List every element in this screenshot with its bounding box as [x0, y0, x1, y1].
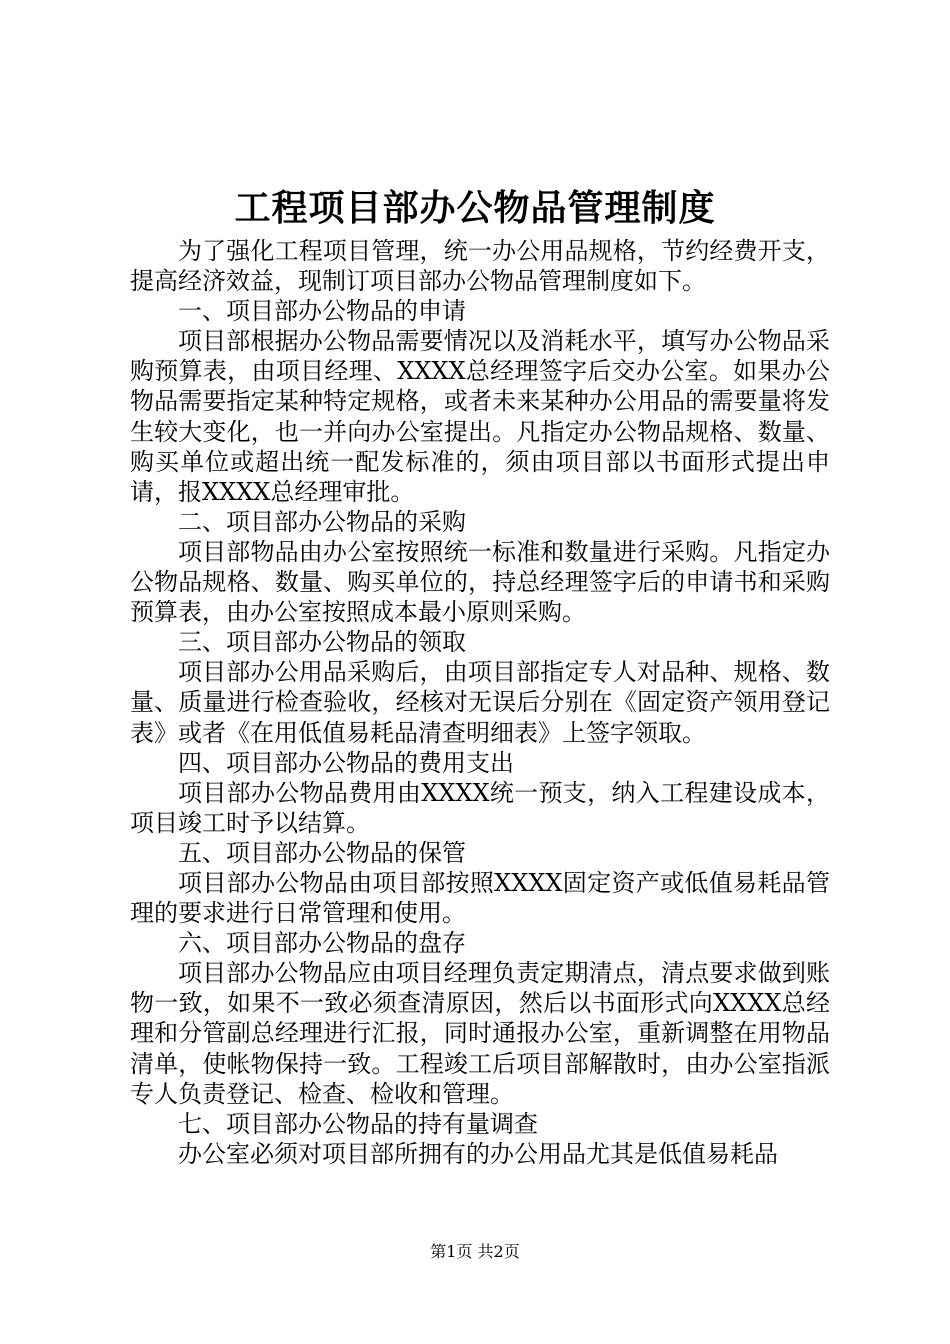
paragraph-5: 项目部办公物品由项目部按照XXXX固定资产或低值易耗品管理的要求进行日常管理和使用。 — [130, 868, 830, 928]
paragraph-1: 项目部根据办公物品需要情况以及消耗水平，填写办公物品采购预算表，由项目经理、XXXX总经理签字后交办公室。如果办公物品需要指定某种特定规格，或者未来某种办公用品的需要量将发生较大变化，也一并向办公室提出。凡指定办公物品规格、数量、购买单位或超出统一配发标准的，须由项目部以书面形式提出申请，报XXXX总经理审批。 — [130, 327, 830, 506]
paragraph-6: 项目部办公物品应由项目经理负责定期清点，清点要求做到账物一致，如果不一致必须查清原因，然后以书面形式向XXXX总经理和分管副总经理进行汇报，同时通报办公室，重新调整在用物品清单，使帐物保持一致。工程竣工后项目部解散时，由办公室指派专人负责登记、检查、检收和管理。 — [130, 959, 830, 1108]
section-heading-3: 三、项目部办公物品的领取 — [178, 628, 466, 657]
paragraph-intro: 为了强化工程项目管理，统一办公用品规格，节约经费开支，提高经济效益，现制订项目部办公物品管理制度如下。 — [130, 237, 830, 296]
section-heading-5: 五、项目部办公物品的保管 — [178, 838, 466, 867]
page-footer: 第1页 共2页 — [430, 1242, 520, 1261]
document-title: 工程项目部办公物品管理制度 — [234, 187, 716, 229]
document-body — [130, 236, 830, 1169]
section-heading-4: 四、项目部办公物品的费用支出 — [178, 748, 514, 777]
paragraph-4: 项目部办公物品费用由XXXX统一预支，纳入工程建设成本，项目竣工时予以结算。 — [130, 778, 830, 837]
section-heading-6: 六、项目部办公物品的盘存 — [178, 929, 466, 958]
section-heading-1: 一、项目部办公物品的申请 — [178, 297, 466, 326]
paragraph-7: 办公室必须对项目部所拥有的办公用品尤其是低值易耗品 — [178, 1139, 778, 1168]
section-heading-7: 七、项目部办公物品的持有量调查 — [178, 1109, 538, 1138]
paragraph-2: 项目部物品由办公室按照统一标准和数量进行采购。凡指定办公物品规格、数量、购买单位的，持总经理签字后的申请书和采购预算表，由办公室按照成本最小原则采购。 — [130, 537, 830, 627]
section-heading-2: 二、项目部办公物品的采购 — [178, 507, 466, 536]
paragraph-3: 项目部办公用品采购后，由项目部指定专人对品种、规格、数量、质量进行检查验收，经核对无误后分别在《固定资产领用登记表》或者《在用低值易耗品清查明细表》上签字领取。 — [130, 658, 830, 747]
